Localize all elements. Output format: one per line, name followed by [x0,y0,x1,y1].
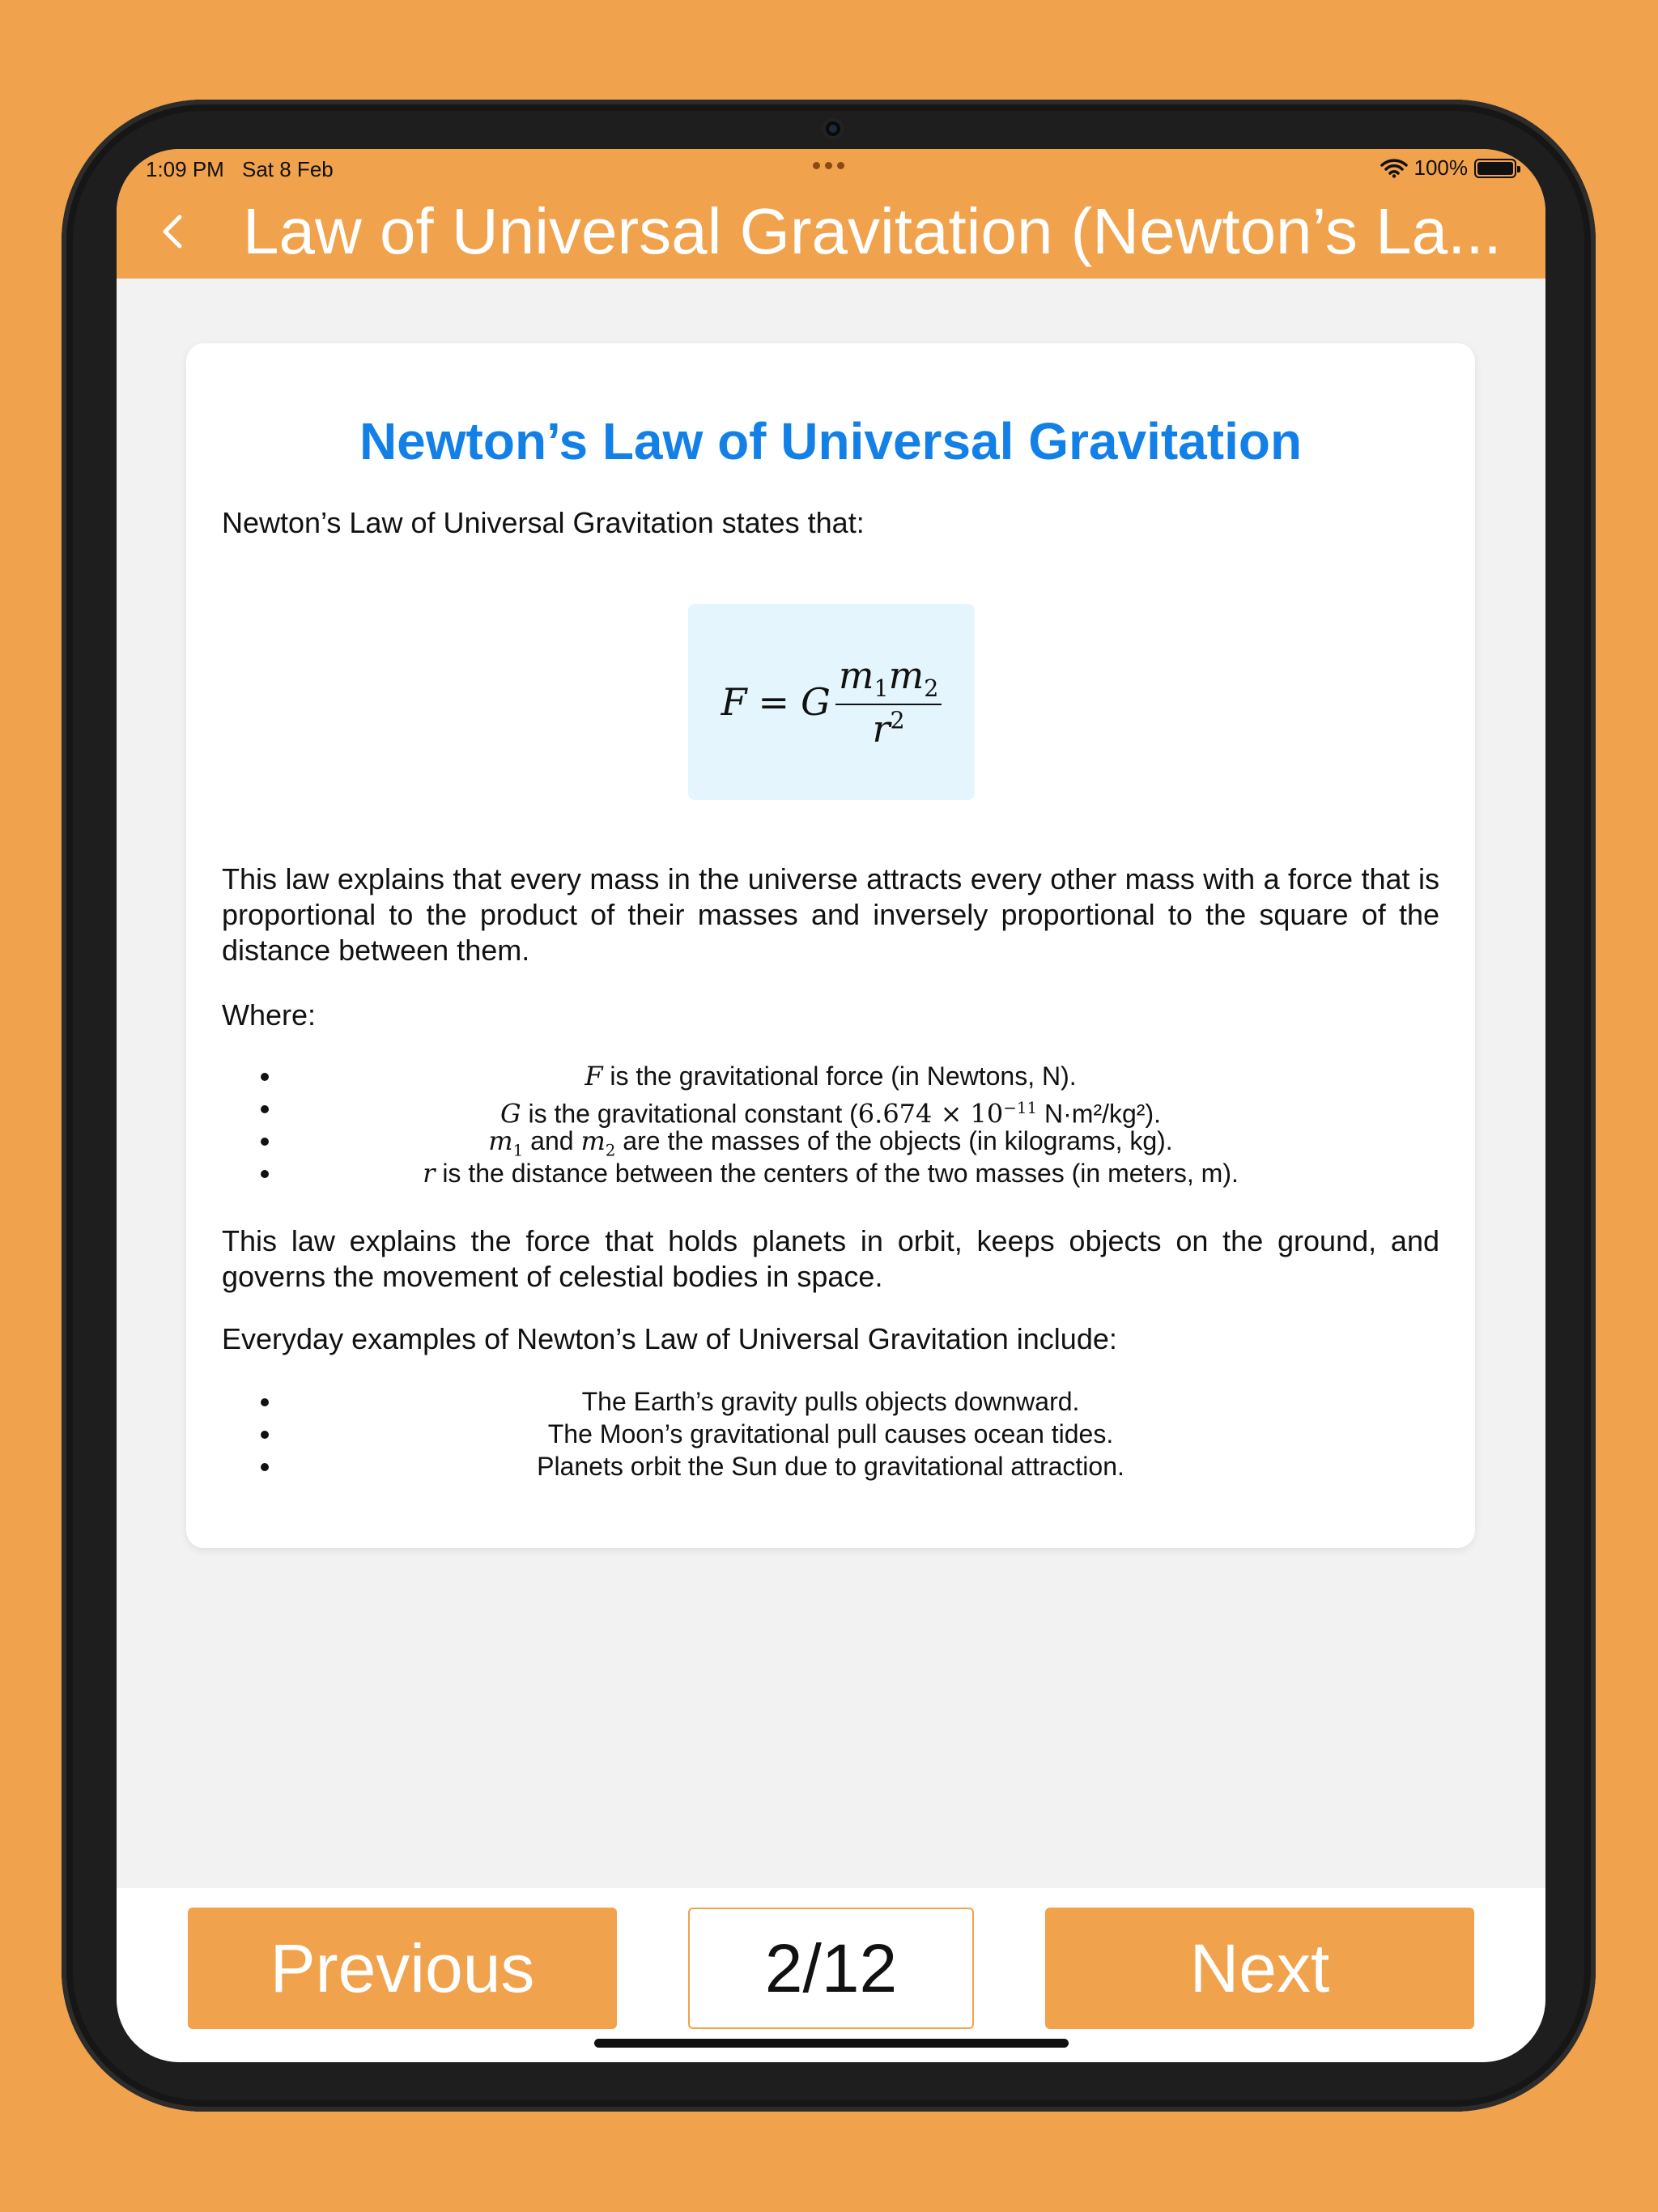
formula-m1: m [838,653,874,697]
list-item [222,1157,1439,1189]
examples-label: Everyday examples of Newton’s Law of Universal Gravitation include: [222,1322,1117,1355]
variable-symbol: G [500,1098,521,1129]
constant-units: N·m²/kg²). [1037,1099,1161,1129]
variable-subscript: 2 [605,1141,616,1160]
screen [117,149,1545,2062]
page-title: Law of Universal Gravitation (Newton’s La... [243,196,1502,267]
examples-list [222,1385,1439,1482]
previous-button[interactable]: Previous [188,1908,617,2029]
wifi-icon [1380,159,1408,178]
gravitation-formula [688,604,975,800]
variable-symbol: F [585,1061,603,1091]
list-item [222,1092,1439,1129]
content-heading: Newton’s Law of Universal Gravitation [359,412,1303,470]
page-indicator: 2/12 [688,1908,974,2029]
where-label: Where: [222,998,317,1032]
constant-exponent: −11 [1003,1099,1038,1117]
list-item: The Earth’s gravity pulls objects downward. [222,1385,1439,1418]
navigation-bar [117,185,1545,279]
variable-subscript: 1 [512,1141,524,1160]
orbit-text: This law explains the force that holds planets in orbit, keeps objects on the ground, and governs the movement of celestial bodies in space. [222,1224,1439,1293]
variable-description: is the gravitational force (in Newtons, N). [602,1061,1077,1091]
status-time: 1:09 PM [146,157,224,181]
variable-symbol: m [580,1125,606,1156]
formula-r: r [872,707,891,751]
camera-icon [822,117,844,140]
back-chevron-icon[interactable] [149,199,198,264]
variable-description: is the distance between the centers of the two masses (in meters, m). [435,1159,1239,1188]
formula-denominator [873,705,905,751]
list-item [222,1125,1439,1160]
variable-list [222,1060,1439,1189]
formula-equals: = [758,680,790,724]
status-right [1380,155,1517,181]
variable-description: is the gravitational constant ( [521,1099,858,1129]
battery-percent: 100% [1414,155,1468,180]
formula-sub-2: 2 [924,675,939,703]
formula-exp-2: 2 [890,707,905,734]
list-item: Planets orbit the Sun due to gravitational attraction. [222,1450,1439,1482]
formula-fraction [835,653,942,751]
explanation-text: This law explains that every mass in the universe attracts every other mass with a force that is proportional to the product of their masses and inversely proportional to the square of the distance between them. [222,862,1439,967]
multitasking-dots-icon[interactable] [813,162,844,169]
home-indicator[interactable] [594,2039,1069,2048]
formula-sub-1: 1 [874,675,889,703]
next-button[interactable]: Next [1045,1908,1474,2029]
status-date: Sat 8 Feb [242,157,334,181]
list-item [222,1060,1439,1092]
battery-icon [1474,159,1516,178]
variable-description: are the masses of the objects (in kilograms, kg). [615,1126,1173,1155]
variable-conjunction: and [523,1126,581,1155]
status-bar [117,149,1545,185]
formula-f: F [721,680,747,724]
formula-numerator [835,653,942,705]
content-card [186,343,1475,1548]
constant-value: 6.674 × 10 [857,1098,1004,1129]
variable-symbol: r [423,1158,436,1189]
formula-g: G [801,680,831,724]
formula-m2: m [888,653,925,697]
variable-symbol: m [488,1125,513,1156]
list-item: The Moon’s gravitational pull causes ocean tides. [222,1418,1439,1450]
intro-text: Newton’s Law of Universal Gravitation states that: [222,506,865,539]
formula-box [688,604,975,800]
bottom-navigation [117,1888,1545,2062]
